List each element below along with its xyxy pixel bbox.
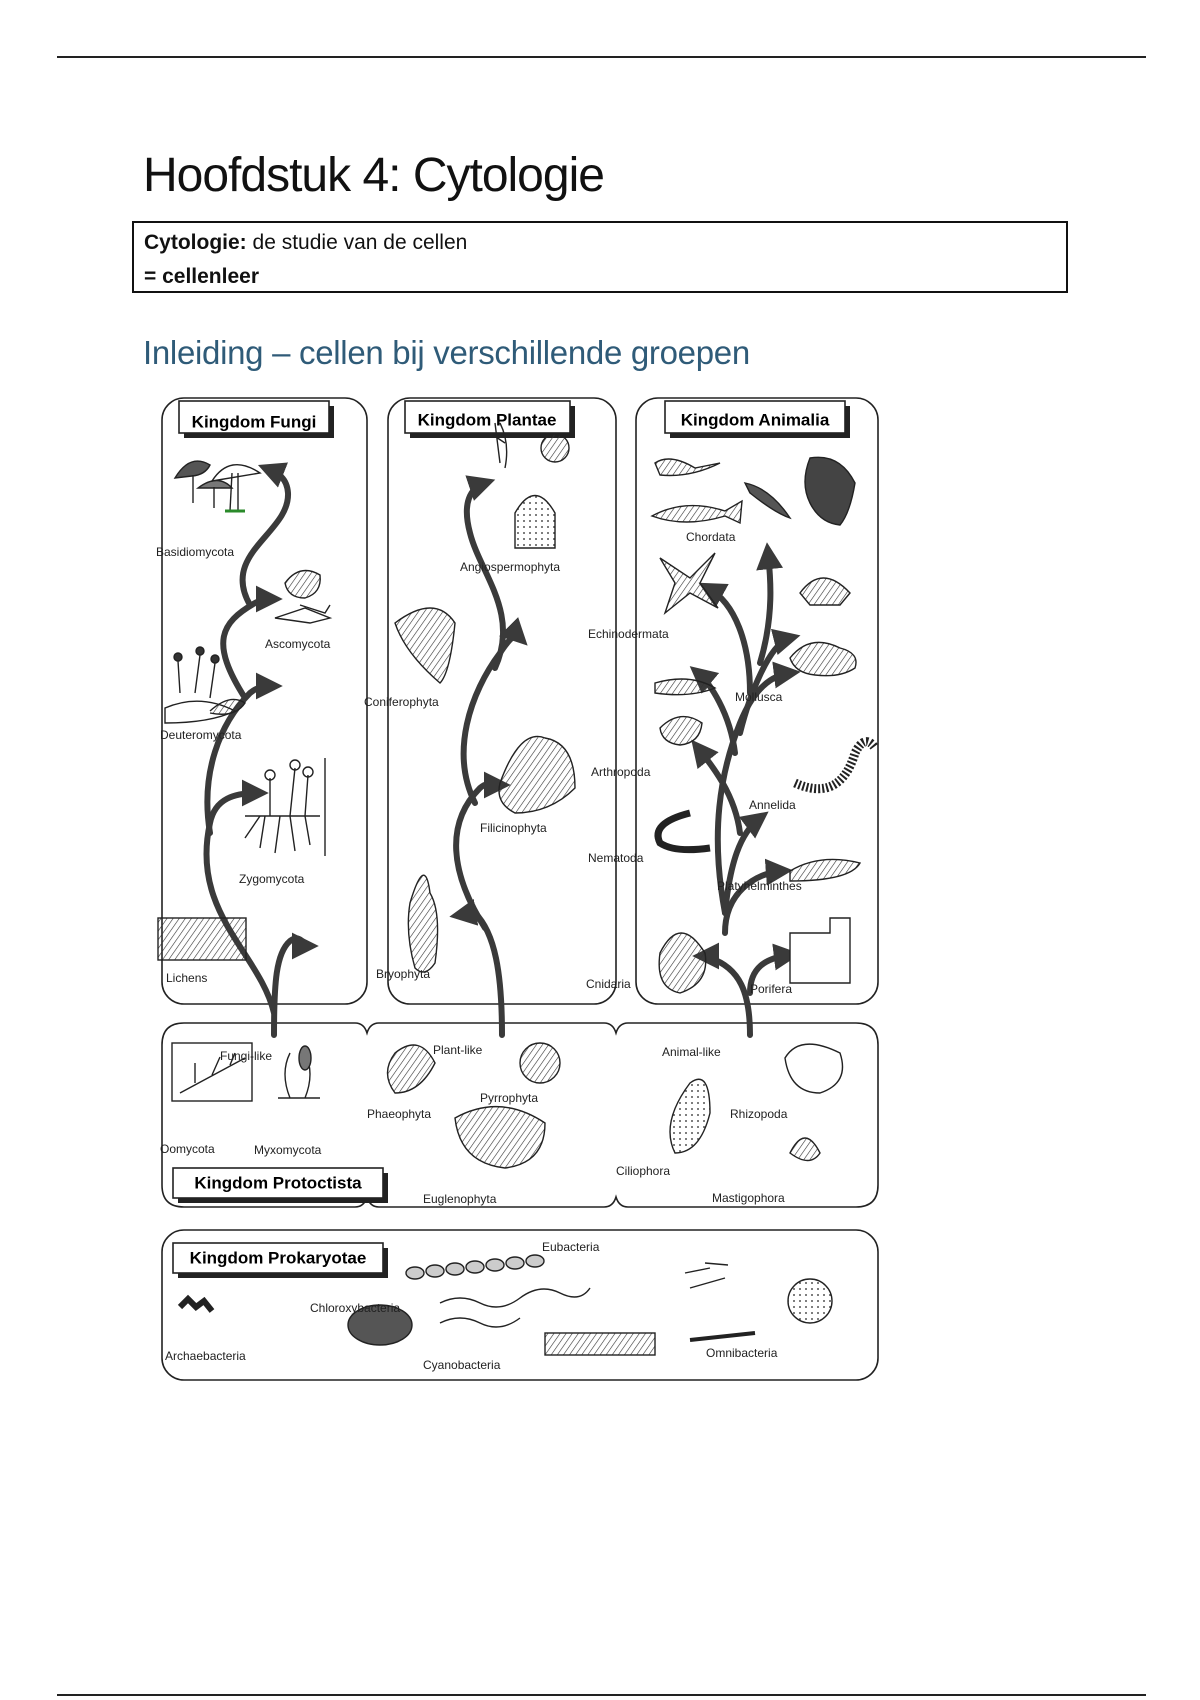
kingdom-animalia-text: Kingdom Animalia bbox=[680, 410, 830, 430]
kingdom-animalia-label bbox=[665, 401, 850, 438]
kingdom-fungi-label bbox=[179, 401, 334, 438]
label-coniferophyta: Coniferophyta bbox=[364, 695, 439, 709]
label-mastigophora: Mastigophora bbox=[712, 1191, 785, 1205]
top-rule bbox=[57, 56, 1146, 58]
label-euglenophyta: Euglenophyta bbox=[423, 1192, 497, 1206]
bottom-rule bbox=[57, 1694, 1146, 1696]
label-omnibacteria: Omnibacteria bbox=[706, 1346, 778, 1360]
label-arthropoda: Arthropoda bbox=[591, 765, 651, 779]
definition-box bbox=[132, 221, 1068, 293]
label-cnidaria: Cnidaria bbox=[586, 977, 631, 991]
label-angiospermophyta: Angiospermophyta bbox=[460, 560, 561, 574]
label-deuteromycota: Deuteromycota bbox=[160, 728, 242, 742]
label-basidiomycota: Basidiomycota bbox=[156, 545, 235, 559]
label-plant-like: Plant-like bbox=[433, 1043, 483, 1057]
label-chordata: Chordata bbox=[686, 530, 736, 544]
label-nematoda: Nematoda bbox=[588, 851, 644, 865]
definition-synonym: = cellenleer bbox=[144, 265, 259, 288]
label-rhizopoda: Rhizopoda bbox=[730, 1107, 788, 1121]
kingdom-plantae-text: Kingdom Plantae bbox=[417, 410, 557, 430]
label-fungi-like: Fungi-like bbox=[220, 1049, 273, 1063]
label-annelida: Annelida bbox=[749, 798, 796, 812]
label-eubacteria: Eubacteria bbox=[542, 1240, 600, 1254]
label-cyanobacteria: Cyanobacteria bbox=[423, 1358, 501, 1372]
label-zygomycota: Zygomycota bbox=[239, 872, 305, 886]
label-ascomycota: Ascomycota bbox=[265, 637, 331, 651]
kingdoms-diagram bbox=[150, 393, 885, 1390]
section-title: Inleiding – cellen bij verschillende groepen bbox=[143, 334, 750, 371]
label-oomycota: Oomycota bbox=[160, 1142, 215, 1156]
label-animal-like: Animal-like bbox=[662, 1045, 721, 1059]
definition-line bbox=[144, 226, 1056, 260]
label-pyrrophyta: Pyrrophyta bbox=[480, 1091, 539, 1105]
label-porifera: Porifera bbox=[750, 982, 793, 996]
label-platyhelminthes: Platyhelminthes bbox=[717, 879, 802, 893]
kingdom-prokaryotae-text: Kingdom Prokaryotae bbox=[189, 1248, 367, 1268]
label-ciliophora: Ciliophora bbox=[616, 1164, 671, 1178]
kingdom-protoctista-text: Kingdom Protoctista bbox=[194, 1173, 362, 1193]
label-mollusca: Mollusca bbox=[735, 690, 783, 704]
label-chloroxybacteria: Chloroxybacteria bbox=[310, 1301, 401, 1315]
label-myxomycota: Myxomycota bbox=[254, 1143, 322, 1157]
definition-term: Cytologie: bbox=[144, 231, 247, 254]
label-lichens: Lichens bbox=[166, 971, 208, 985]
kingdom-plantae-label bbox=[405, 401, 575, 438]
kingdom-protoctista-label bbox=[173, 1168, 388, 1203]
label-phaeophyta: Phaeophyta bbox=[367, 1107, 432, 1121]
label-archaebacteria: Archaebacteria bbox=[165, 1349, 246, 1363]
label-echinodermata: Echinodermata bbox=[588, 627, 669, 641]
label-filicinophyta: Filicinophyta bbox=[480, 821, 547, 835]
kingdom-prokaryotae-label bbox=[173, 1243, 388, 1278]
label-bryophyta: Bryophyta bbox=[376, 967, 431, 981]
page-title: Hoofdstuk 4: Cytologie bbox=[143, 149, 604, 202]
definition-meaning: de studie van de cellen bbox=[252, 231, 468, 254]
kingdom-fungi-text: Kingdom Fungi bbox=[191, 412, 317, 432]
